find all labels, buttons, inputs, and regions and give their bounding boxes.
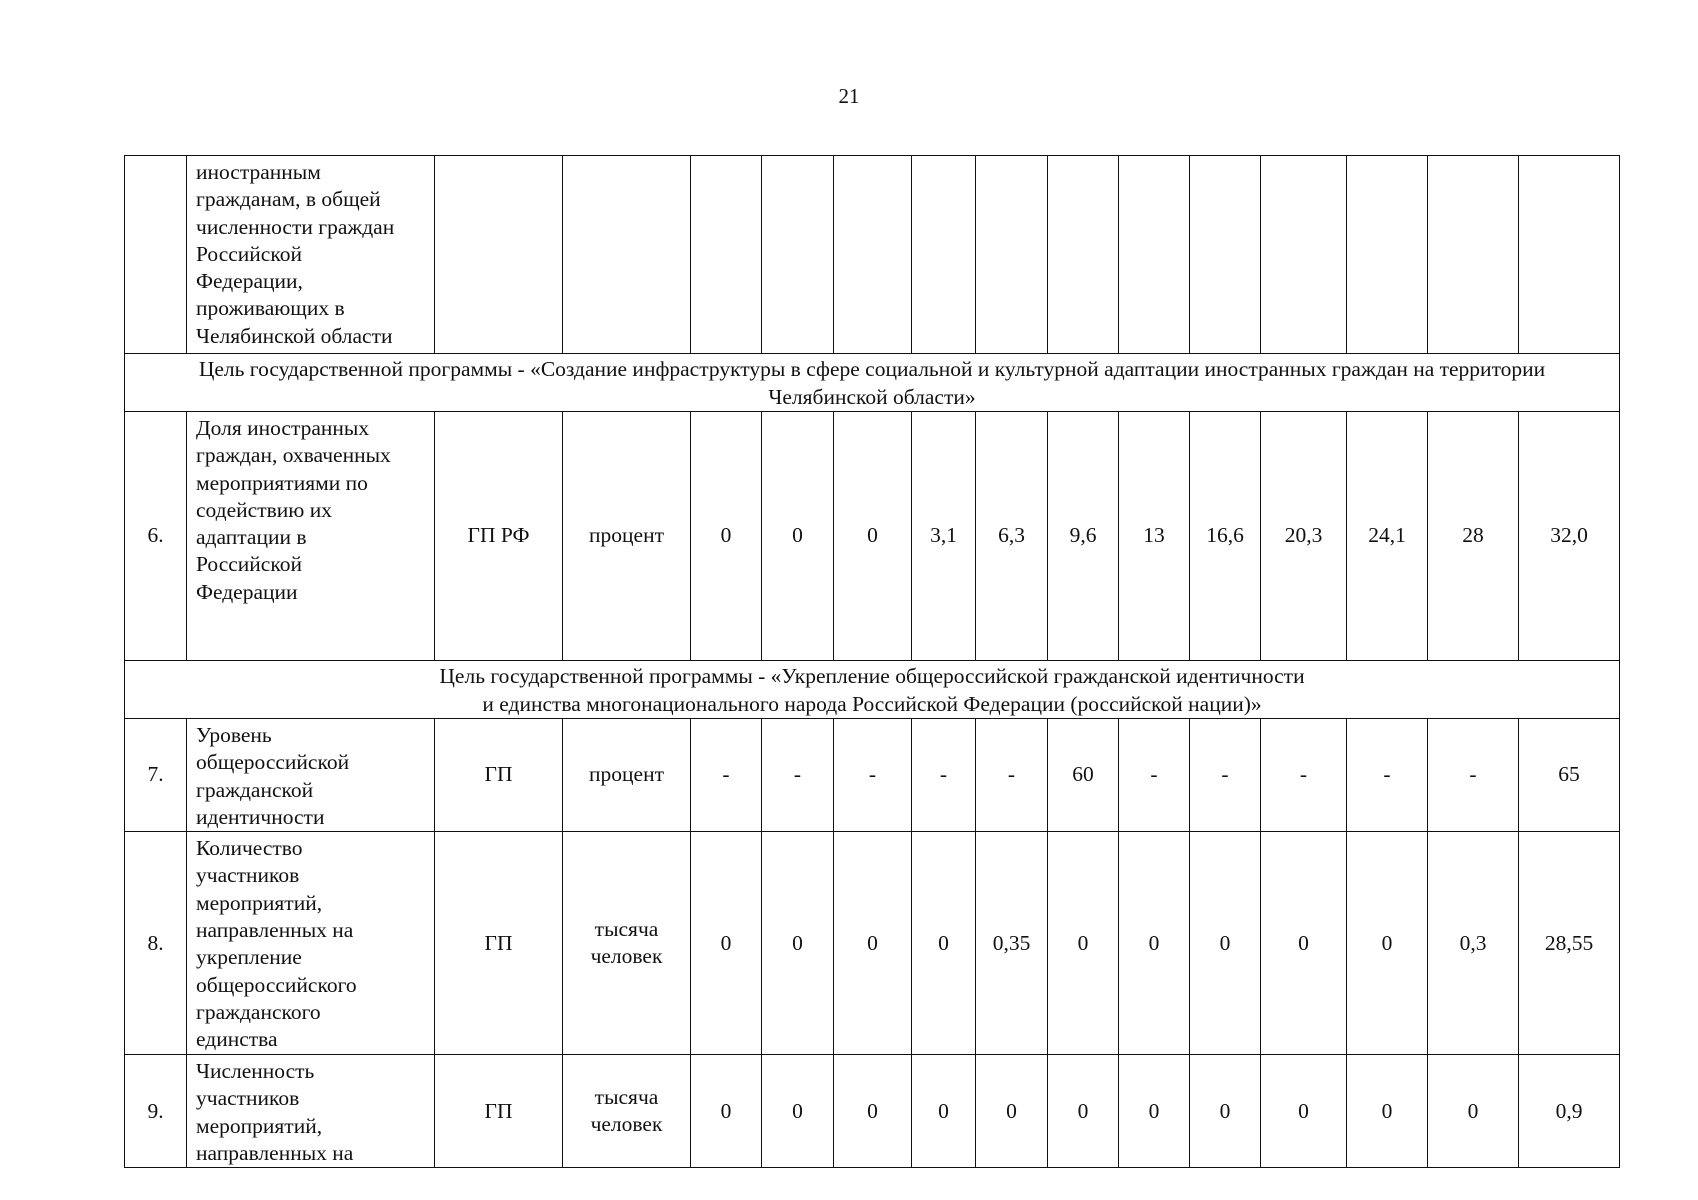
- goal-row: [125, 661, 1620, 719]
- value-cell: 0: [1347, 1055, 1428, 1168]
- table-row-7: [125, 719, 1620, 832]
- value-cell: 0: [1261, 1055, 1347, 1168]
- value-cell: [1428, 156, 1519, 354]
- indicator-unit: тысяча человек: [563, 832, 691, 1055]
- indicator-unit: процент: [563, 412, 691, 661]
- value-cell: 0: [912, 1055, 976, 1168]
- value-cell: 0: [1190, 1055, 1261, 1168]
- value-cell: 60: [1048, 719, 1119, 832]
- value-cell: 0: [762, 412, 834, 661]
- value-cell: -: [912, 719, 976, 832]
- value-cell: 0: [1048, 832, 1119, 1055]
- table-row-6: [125, 412, 1620, 661]
- goal-heading: [125, 661, 1620, 719]
- indicator-name: Численность участников мероприятий, направленных на: [187, 1055, 435, 1168]
- value-cell: -: [1119, 719, 1190, 832]
- row-number: 9.: [125, 1055, 187, 1168]
- value-cell: 13: [1119, 412, 1190, 661]
- value-cell: [976, 156, 1048, 354]
- indicator-name: Уровень общероссийской гражданской идентичности: [187, 719, 435, 832]
- value-cell: [1119, 156, 1190, 354]
- goal-row: [125, 354, 1620, 412]
- value-cell: [912, 156, 976, 354]
- value-cell: 0: [1119, 1055, 1190, 1168]
- value-cell: 3,1: [912, 412, 976, 661]
- goal-heading-line: и единства многонационального народа Российской Федерации (российской нации)»: [482, 691, 1262, 716]
- indicator-unit: тысяча человек: [563, 1055, 691, 1168]
- value-cell: 24,1: [1347, 412, 1428, 661]
- row-number: 6.: [125, 412, 187, 661]
- value-cell: 0: [1190, 832, 1261, 1055]
- row-number: 7.: [125, 719, 187, 832]
- indicator-source: ГП: [435, 1055, 563, 1168]
- indicator-source: [435, 156, 563, 354]
- value-cell: 0: [834, 832, 912, 1055]
- page-number: 21: [838, 84, 860, 108]
- indicator-source: ГП: [435, 719, 563, 832]
- value-cell: 0: [691, 832, 762, 1055]
- value-cell: 0: [691, 412, 762, 661]
- indicator-unit: процент: [563, 719, 691, 832]
- goal-heading: Цель государственной программы - «Создание инфраструктуры в сфере социальной и культурной адаптации иностранных граждан на территории Челябинской области»: [125, 354, 1620, 412]
- value-cell: 0: [912, 832, 976, 1055]
- value-cell: 0: [1347, 832, 1428, 1055]
- value-cell: 16,6: [1190, 412, 1261, 661]
- value-cell: 0,35: [976, 832, 1048, 1055]
- value-cell: 0: [1119, 832, 1190, 1055]
- value-cell: 0,3: [1428, 832, 1519, 1055]
- value-cell: 28: [1428, 412, 1519, 661]
- indicator-unit: [563, 156, 691, 354]
- value-cell: 0: [762, 832, 834, 1055]
- value-cell: [1190, 156, 1261, 354]
- value-cell: -: [834, 719, 912, 832]
- indicator-source: ГП РФ: [435, 412, 563, 661]
- value-cell: -: [691, 719, 762, 832]
- table-row-continued: [125, 156, 1620, 354]
- indicator-name: иностранным гражданам, в общей численности граждан Российской Федерации, проживающих в Челябинской области: [187, 156, 435, 354]
- value-cell: 0: [1048, 1055, 1119, 1168]
- row-number: [125, 156, 187, 354]
- value-cell: 0,9: [1519, 1055, 1620, 1168]
- value-cell: -: [1347, 719, 1428, 832]
- value-cell: -: [976, 719, 1048, 832]
- goal-heading-line: Цель государственной программы - «Укрепление общероссийской гражданской идентичности: [439, 664, 1305, 689]
- value-cell: 6,3: [976, 412, 1048, 661]
- value-cell: 0: [834, 1055, 912, 1168]
- value-cell: -: [1261, 719, 1347, 832]
- value-cell: 0: [976, 1055, 1048, 1168]
- value-cell: 0: [691, 1055, 762, 1168]
- value-cell: 0: [834, 412, 912, 661]
- value-cell: [691, 156, 762, 354]
- value-cell: -: [762, 719, 834, 832]
- value-cell: [1519, 156, 1620, 354]
- table-row-9: [125, 1055, 1620, 1168]
- value-cell: 0: [762, 1055, 834, 1168]
- value-cell: 28,55: [1519, 832, 1620, 1055]
- indicator-source: ГП: [435, 832, 563, 1055]
- value-cell: 0: [1428, 1055, 1519, 1168]
- value-cell: -: [1428, 719, 1519, 832]
- indicator-name: Количество участников мероприятий, направленных на укрепление общероссийского гражданского единства: [187, 832, 435, 1055]
- indicator-name: Доля иностранных граждан, охваченных мероприятиями по содействию их адаптации в Российской Федерации: [187, 412, 435, 661]
- value-cell: [762, 156, 834, 354]
- value-cell: 9,6: [1048, 412, 1119, 661]
- table-row-8: [125, 832, 1620, 1055]
- value-cell: 65: [1519, 719, 1620, 832]
- value-cell: [1048, 156, 1119, 354]
- row-number: 8.: [125, 832, 187, 1055]
- value-cell: 32,0: [1519, 412, 1620, 661]
- value-cell: -: [1190, 719, 1261, 832]
- indicators-table: [124, 155, 1620, 1168]
- value-cell: [834, 156, 912, 354]
- value-cell: 0: [1261, 832, 1347, 1055]
- value-cell: 20,3: [1261, 412, 1347, 661]
- value-cell: [1261, 156, 1347, 354]
- value-cell: [1347, 156, 1428, 354]
